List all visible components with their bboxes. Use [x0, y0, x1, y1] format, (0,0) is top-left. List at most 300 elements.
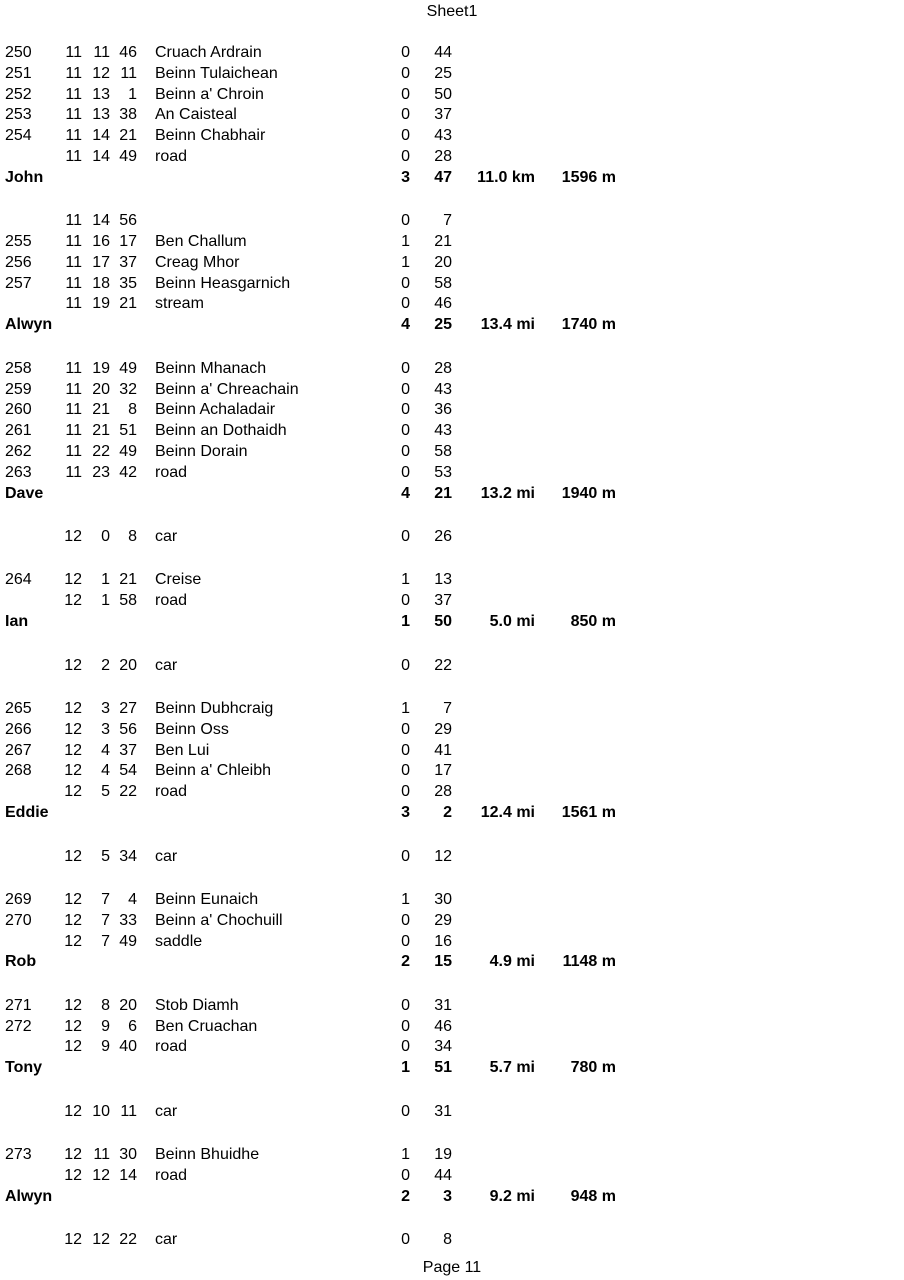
split-hours: 0: [401, 295, 410, 313]
hill-number: 258: [5, 359, 32, 377]
time-seconds: 22: [119, 1231, 137, 1249]
time-minutes: 9: [101, 1017, 110, 1035]
time-minutes: 20: [92, 380, 110, 398]
table-row: [0, 527, 904, 548]
split-hours: 0: [401, 463, 410, 481]
time-seconds: 38: [119, 106, 137, 124]
time-hours: 11: [65, 233, 82, 251]
table-row: [0, 591, 904, 612]
time-seconds: 49: [119, 442, 137, 460]
hill-number: 254: [5, 127, 32, 145]
table-row: [0, 932, 904, 953]
split-minutes: 58: [434, 274, 452, 292]
hill-number: 253: [5, 106, 32, 124]
split-minutes: 20: [434, 253, 452, 271]
table-row: [0, 442, 904, 463]
time-minutes: 1: [101, 571, 110, 589]
leg-runner-name: Ian: [5, 613, 29, 631]
leg-summary-row: [0, 1058, 904, 1079]
split-hours: 0: [401, 359, 410, 377]
leg-distance: 11.0 km: [477, 168, 535, 186]
time-minutes: 11: [93, 1146, 110, 1164]
table-row: [0, 232, 904, 253]
leg-summary-row: [0, 803, 904, 824]
blank-row: [0, 824, 904, 847]
leg-distance: 13.4 mi: [480, 316, 535, 334]
leg-climb: 1561 m: [561, 804, 616, 822]
table-row: [0, 656, 904, 677]
duration-hours: 2: [401, 953, 410, 971]
table-row: [0, 1145, 904, 1166]
time-seconds: 8: [128, 401, 137, 419]
table-row: [0, 400, 904, 421]
time-hours: 12: [64, 911, 82, 929]
time-minutes: 19: [92, 359, 110, 377]
split-hours: 0: [401, 762, 410, 780]
leg-distance: 12.4 mi: [480, 804, 535, 822]
hill-number: 255: [5, 233, 32, 251]
split-hours: 0: [401, 401, 410, 419]
leg-summary-row: [0, 484, 904, 505]
time-seconds: 22: [119, 783, 137, 801]
table-row: [0, 359, 904, 380]
blank-row: [0, 973, 904, 996]
time-seconds: 1: [128, 85, 137, 103]
hill-number: 262: [5, 442, 32, 460]
place-name: Beinn Achaladair: [155, 401, 276, 419]
time-seconds: 33: [119, 911, 137, 929]
time-minutes: 12: [92, 64, 110, 82]
time-minutes: 19: [92, 295, 110, 313]
time-seconds: 32: [119, 380, 137, 398]
split-minutes: 37: [434, 592, 452, 610]
time-seconds: 34: [119, 847, 137, 865]
duration-hours: 3: [401, 804, 410, 822]
split-minutes: 19: [434, 1146, 452, 1164]
time-seconds: 49: [119, 147, 137, 165]
duration-hours: 2: [401, 1187, 410, 1205]
time-seconds: 21: [119, 127, 137, 145]
place-name: car: [155, 656, 178, 674]
place-name: Beinn Eunaich: [155, 891, 259, 908]
time-minutes: 22: [92, 442, 110, 460]
leg-distance: 4.9 mi: [489, 953, 535, 971]
blank-row: [0, 1079, 904, 1102]
time-hours: 12: [64, 592, 82, 610]
time-seconds: 37: [119, 741, 137, 759]
split-hours: 0: [401, 592, 410, 610]
leg-climb: 1148 m: [562, 953, 616, 971]
time-hours: 12: [64, 741, 82, 759]
table-row: [0, 380, 904, 401]
time-seconds: 20: [119, 996, 137, 1014]
split-minutes: 46: [434, 295, 452, 313]
leg-climb: 1596 m: [561, 168, 616, 186]
time-hours: 11: [65, 212, 82, 230]
time-seconds: 54: [119, 762, 137, 780]
split-minutes: 58: [434, 442, 452, 460]
leg-distance: 9.2 mi: [489, 1187, 535, 1205]
split-minutes: 44: [434, 44, 452, 61]
sheet-title: Sheet1: [426, 3, 478, 20]
time-hours: 11: [65, 127, 82, 145]
split-hours: 0: [401, 720, 410, 738]
place-name: car: [155, 1231, 178, 1249]
time-hours: 12: [64, 932, 82, 950]
time-hours: 12: [64, 528, 82, 545]
place-name: car: [155, 528, 178, 545]
time-minutes: 12: [92, 1231, 110, 1249]
leg-climb: 780 m: [570, 1059, 616, 1077]
time-seconds: 51: [119, 422, 137, 440]
table-row: [0, 782, 904, 803]
table-row: [0, 274, 904, 295]
leg-summary-row: [0, 1187, 904, 1208]
place-name: Beinn a' Chleibh: [155, 762, 272, 780]
time-hours: 11: [65, 44, 82, 61]
time-seconds: 4: [128, 891, 137, 908]
time-seconds: 35: [119, 274, 137, 292]
table-row: [0, 253, 904, 274]
split-hours: 0: [401, 212, 410, 230]
duration-minutes: 51: [434, 1059, 452, 1077]
time-hours: 12: [64, 656, 82, 674]
time-seconds: 21: [119, 295, 137, 313]
hill-number: 268: [5, 762, 32, 780]
time-minutes: 21: [92, 422, 110, 440]
hill-number: 269: [5, 891, 32, 908]
split-hours: 0: [401, 64, 410, 82]
table-row: [0, 570, 904, 591]
place-name: Beinn Bhuidhe: [155, 1146, 260, 1164]
time-seconds: 56: [119, 212, 137, 230]
time-seconds: 11: [120, 64, 137, 82]
split-hours: 0: [401, 656, 410, 674]
time-hours: 11: [65, 147, 82, 165]
split-hours: 0: [401, 1038, 410, 1056]
split-hours: 1: [401, 700, 410, 718]
table-row: [0, 126, 904, 147]
split-hours: 1: [401, 1146, 410, 1164]
duration-hours: 1: [401, 613, 410, 631]
hill-number: 256: [5, 253, 32, 271]
time-hours: 12: [64, 1102, 82, 1120]
leg-climb: 1740 m: [561, 316, 616, 334]
time-seconds: 21: [119, 571, 137, 589]
split-minutes: 21: [434, 233, 452, 251]
time-hours: 12: [64, 762, 82, 780]
split-hours: 0: [401, 380, 410, 398]
time-minutes: 0: [101, 528, 110, 545]
time-minutes: 11: [93, 44, 110, 61]
split-hours: 0: [401, 1167, 410, 1185]
duration-minutes: 50: [434, 613, 452, 631]
time-hours: 12: [64, 783, 82, 801]
hill-number: 250: [5, 44, 32, 61]
time-seconds: 49: [119, 359, 137, 377]
table-row: [0, 890, 904, 911]
time-hours: 12: [64, 847, 82, 865]
time-minutes: 5: [101, 847, 110, 865]
table-row: [0, 85, 904, 106]
time-seconds: 40: [119, 1038, 137, 1056]
table-row: [0, 1037, 904, 1058]
place-name: Ben Lui: [155, 741, 210, 759]
time-hours: 11: [65, 85, 82, 103]
blank-row: [0, 548, 904, 571]
time-minutes: 16: [92, 233, 110, 251]
leg-summary-row: [0, 315, 904, 336]
place-name: Beinn Heasgarnich: [155, 274, 291, 292]
time-hours: 11: [65, 401, 82, 419]
place-name: Beinn Chabhair: [155, 127, 266, 145]
blank-row: [0, 1208, 904, 1231]
table-row: [0, 996, 904, 1017]
split-minutes: 31: [434, 996, 452, 1014]
place-name: car: [155, 847, 178, 865]
split-minutes: 53: [434, 463, 452, 481]
place-name: Ben Challum: [155, 233, 247, 251]
place-name: Ben Cruachan: [155, 1017, 258, 1035]
time-minutes: 18: [92, 274, 110, 292]
leg-distance: 5.7 mi: [489, 1059, 535, 1077]
time-seconds: 20: [119, 656, 137, 674]
table-row: [0, 147, 904, 168]
duration-hours: 4: [401, 484, 410, 502]
time-seconds: 11: [120, 1102, 137, 1120]
place-name: Beinn an Dothaidh: [155, 422, 287, 440]
time-hours: 12: [64, 1167, 82, 1185]
place-name: stream: [155, 295, 204, 313]
split-hours: 0: [401, 847, 410, 865]
time-minutes: 23: [92, 463, 110, 481]
split-hours: 0: [401, 996, 410, 1014]
table-row: [0, 761, 904, 782]
split-minutes: 22: [434, 656, 452, 674]
split-minutes: 43: [434, 422, 452, 440]
split-hours: 0: [401, 85, 410, 103]
split-minutes: 44: [434, 1167, 452, 1185]
blank-row: [0, 189, 904, 212]
time-minutes: 13: [92, 106, 110, 124]
split-minutes: 12: [434, 847, 452, 865]
duration-minutes: 25: [434, 316, 452, 334]
split-hours: 1: [401, 233, 410, 251]
time-minutes: 7: [101, 891, 110, 908]
place-name: road: [155, 592, 188, 610]
time-minutes: 2: [101, 656, 110, 674]
split-minutes: 17: [434, 762, 452, 780]
time-hours: 11: [65, 380, 82, 398]
time-seconds: 30: [119, 1146, 137, 1164]
duration-minutes: 21: [434, 484, 452, 502]
split-minutes: 7: [443, 212, 452, 230]
split-minutes: 26: [434, 528, 452, 545]
split-minutes: 43: [434, 380, 452, 398]
leg-runner-name: Alwyn: [5, 316, 53, 334]
time-hours: 11: [65, 463, 82, 481]
split-minutes: 31: [434, 1102, 452, 1120]
place-name: Beinn Oss: [155, 720, 229, 738]
table-row: [0, 720, 904, 741]
time-hours: 12: [64, 1038, 82, 1056]
split-hours: 1: [401, 253, 410, 271]
blank-row: [0, 867, 904, 890]
time-minutes: 1: [101, 592, 110, 610]
split-minutes: 29: [434, 911, 452, 929]
time-hours: 11: [65, 422, 82, 440]
split-hours: 0: [401, 528, 410, 545]
split-minutes: 29: [434, 720, 452, 738]
split-hours: 0: [401, 127, 410, 145]
split-hours: 0: [401, 932, 410, 950]
place-name: Creag Mhor: [155, 253, 240, 271]
time-hours: 11: [65, 295, 82, 313]
split-hours: 0: [401, 741, 410, 759]
blank-row: [0, 633, 904, 656]
split-minutes: 50: [434, 85, 452, 103]
time-seconds: 56: [119, 720, 137, 738]
time-hours: 12: [64, 700, 82, 718]
split-minutes: 7: [443, 700, 452, 718]
time-minutes: 4: [101, 741, 110, 759]
time-minutes: 4: [101, 762, 110, 780]
time-minutes: 7: [101, 932, 110, 950]
place-name: Beinn Dubhcraig: [155, 700, 274, 718]
duration-hours: 3: [401, 168, 410, 186]
split-minutes: 36: [434, 401, 452, 419]
time-minutes: 3: [101, 700, 110, 718]
blank-row: [0, 336, 904, 359]
time-hours: 11: [65, 442, 82, 460]
time-seconds: 49: [119, 932, 137, 950]
table-row: [0, 1102, 904, 1123]
time-seconds: 8: [128, 528, 137, 545]
table-row: [0, 741, 904, 762]
hill-number: 259: [5, 380, 32, 398]
hill-number: 267: [5, 741, 32, 759]
duration-hours: 4: [401, 316, 410, 334]
time-minutes: 3: [101, 720, 110, 738]
table-row: [0, 105, 904, 126]
time-minutes: 14: [92, 127, 110, 145]
hill-number: 270: [5, 911, 32, 929]
table-row: [0, 911, 904, 932]
leg-runner-name: Alwyn: [5, 1187, 53, 1205]
split-minutes: 46: [434, 1017, 452, 1035]
split-hours: 0: [401, 422, 410, 440]
split-minutes: 41: [434, 741, 452, 759]
leg-climb: 850 m: [570, 613, 616, 631]
leg-summary-row: [0, 168, 904, 189]
leg-climb: 1940 m: [561, 484, 616, 502]
split-hours: 0: [401, 147, 410, 165]
time-seconds: 46: [119, 44, 137, 61]
hill-number: 265: [5, 700, 32, 718]
hill-number: 261: [5, 422, 32, 440]
split-hours: 0: [401, 1231, 410, 1249]
leg-runner-name: Dave: [5, 484, 44, 502]
time-seconds: 37: [119, 253, 137, 271]
time-hours: 11: [65, 106, 82, 124]
place-name: car: [155, 1102, 178, 1120]
hill-number: 266: [5, 720, 32, 738]
duration-minutes: 3: [443, 1187, 452, 1205]
page-number: Page 11: [422, 1259, 482, 1276]
time-minutes: 14: [92, 147, 110, 165]
hill-number: 260: [5, 401, 32, 419]
place-name: Stob Diamh: [155, 996, 239, 1014]
split-minutes: 28: [434, 783, 452, 801]
table-row: [0, 294, 904, 315]
split-minutes: 25: [434, 64, 452, 82]
time-seconds: 6: [128, 1017, 137, 1035]
leg-distance: 5.0 mi: [489, 613, 535, 631]
hill-number: 264: [5, 571, 32, 589]
leg-runner-name: Tony: [5, 1059, 43, 1077]
split-minutes: 28: [434, 359, 452, 377]
leg-summary-row: [0, 952, 904, 973]
blank-row: [0, 504, 904, 527]
time-seconds: 27: [119, 700, 137, 718]
time-seconds: 14: [119, 1167, 137, 1185]
split-minutes: 43: [434, 127, 452, 145]
time-hours: 12: [64, 1017, 82, 1035]
place-name: road: [155, 1167, 188, 1185]
table-row: [0, 64, 904, 85]
time-minutes: 8: [101, 996, 110, 1014]
table-row: [0, 211, 904, 232]
place-name: Beinn a' Chreachain: [155, 380, 299, 398]
place-name: road: [155, 147, 188, 165]
split-hours: 0: [401, 911, 410, 929]
split-hours: 0: [401, 274, 410, 292]
duration-minutes: 47: [434, 168, 452, 186]
time-minutes: 14: [92, 212, 110, 230]
hill-number: 272: [5, 1017, 32, 1035]
hill-number: 257: [5, 274, 32, 292]
time-seconds: 17: [119, 233, 137, 251]
time-seconds: 42: [119, 463, 137, 481]
duration-minutes: 2: [443, 804, 452, 822]
time-hours: 12: [64, 571, 82, 589]
table-row: [0, 1230, 904, 1251]
table-row: [0, 43, 904, 64]
time-hours: 11: [65, 253, 82, 271]
time-seconds: 58: [119, 592, 137, 610]
time-hours: 12: [64, 891, 82, 908]
time-minutes: 13: [92, 85, 110, 103]
blank-row: [0, 676, 904, 699]
leg-distance: 13.2 mi: [480, 484, 535, 502]
split-minutes: 34: [434, 1038, 452, 1056]
leg-runner-name: Eddie: [5, 804, 49, 822]
leg-runner-name: John: [5, 168, 44, 186]
table-row: [0, 847, 904, 868]
hill-number: 273: [5, 1146, 32, 1164]
time-minutes: 12: [92, 1167, 110, 1185]
place-name: road: [155, 1038, 188, 1056]
time-minutes: 17: [92, 253, 110, 271]
time-hours: 11: [65, 359, 82, 377]
place-name: road: [155, 783, 188, 801]
table-row: [0, 463, 904, 484]
split-minutes: 30: [434, 891, 452, 908]
hill-number: 263: [5, 463, 32, 481]
time-minutes: 7: [101, 911, 110, 929]
split-hours: 0: [401, 1102, 410, 1120]
split-hours: 1: [401, 571, 410, 589]
